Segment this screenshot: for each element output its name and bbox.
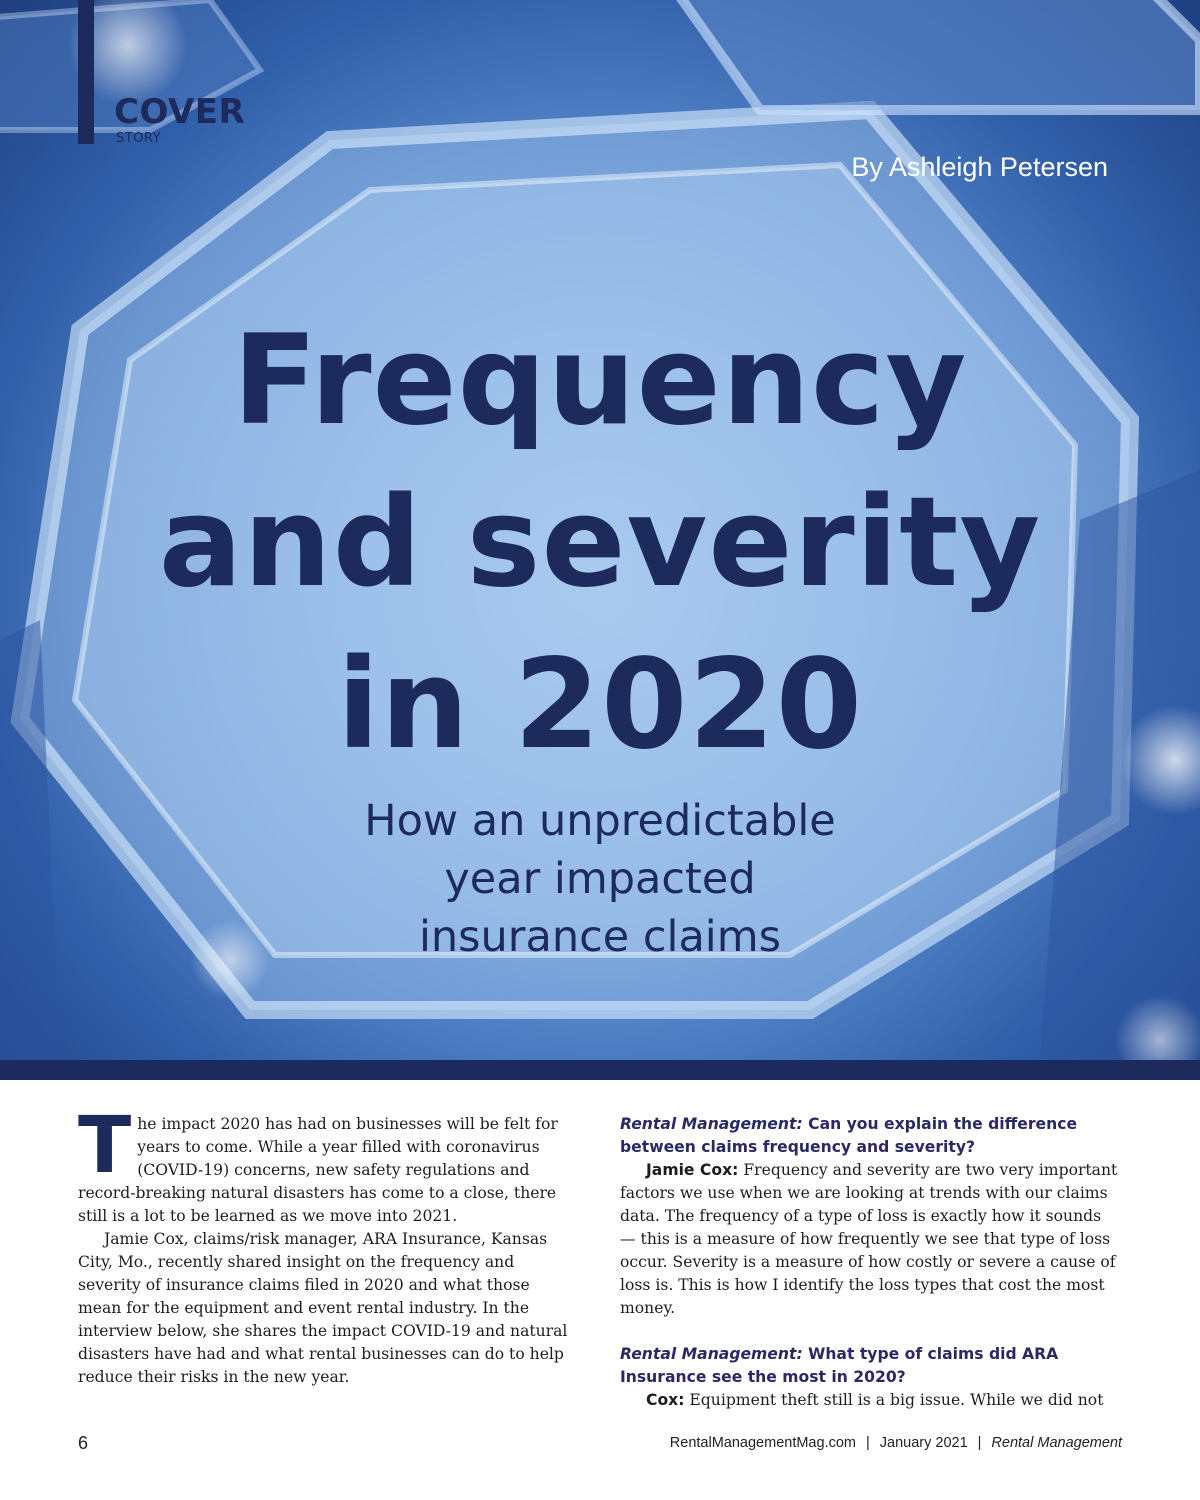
page-number: 6: [78, 1433, 89, 1453]
subheadline-line-3: insurance claims: [418, 912, 782, 962]
intro-paragraph-1-text: he impact 2020 has had on businesses will be felt for years to come. While a year filled with coronavirus (COVID-19) concerns, new safety regulations and record-breaking natural disasters has come to a close, there still is a lot to be learned as we move into 2021.: [78, 1115, 558, 1225]
headline-line-2: and severity: [158, 471, 1042, 615]
answer-speaker: Cox:: [646, 1391, 685, 1409]
page-footer: RentalManagementMag.com | January 2021 | Rental Management: [669, 1435, 1122, 1451]
answer-text: Frequency and severity are two very important factors we use when we are looking at trends with our claims data. The frequency of a type of loss is exactly how it sounds — this is a measure of how frequently we see that type of loss occur. Severity is a measure of how costly or severe a cause of loss is. This is how I identify the loss types that cost the most money.: [620, 1161, 1118, 1317]
subheadline: [0, 792, 1200, 966]
question-text: What type of claims did ARA Insurance see the most in 2020?: [620, 1345, 1059, 1386]
spacer: [620, 1320, 1120, 1343]
footer-publication: Rental Management: [991, 1435, 1122, 1451]
hero-divider-band: [0, 1060, 1200, 1080]
section-accent-bar: [78, 0, 94, 144]
headline-line-1: Frequency: [232, 309, 968, 453]
footer-date: January 2021: [879, 1435, 968, 1451]
subheadline-line-2: year impacted: [444, 854, 756, 904]
intro-paragraph-1: [78, 1101, 576, 1228]
interview-question-2: [620, 1343, 1120, 1389]
question-asker: Rental Management:: [620, 1115, 803, 1133]
headline-line-3: in 2020: [336, 633, 864, 777]
interview-question-1: [620, 1113, 1120, 1159]
intro-paragraph-2: Jamie Cox, claims/risk manager, ARA Insurance, Kansas City, Mo., recently shared insight on the frequency and severity of insurance claims filed in 2020 and what those mean for the equipment and event rental industry. In the interview below, she shares the impact COVID-19 and natural disasters have had and what rental businesses can do to help reduce their risks in the new year.: [78, 1230, 568, 1386]
question-asker: Rental Management:: [620, 1345, 803, 1363]
drop-cap: T: [78, 1101, 132, 1191]
answer-text: Equipment theft still is a big issue. While we did not: [689, 1391, 1104, 1409]
article-column-left: [78, 1101, 576, 1389]
byline: By Ashleigh Petersen: [851, 152, 1108, 182]
footer-website: RentalManagementMag.com: [669, 1435, 856, 1451]
subheadline-line-1: How an unpredictable: [364, 796, 836, 846]
interview-answer-1: [620, 1159, 1120, 1320]
interview-answer-2: [620, 1389, 1120, 1412]
article-column-right: [620, 1113, 1120, 1412]
section-label: COVER: [114, 92, 246, 132]
question-text: Can you explain the difference between claims frequency and severity?: [620, 1115, 1078, 1156]
headline: [0, 300, 1200, 786]
answer-speaker: Jamie Cox:: [646, 1161, 739, 1179]
section-sublabel: STORY: [116, 131, 162, 146]
